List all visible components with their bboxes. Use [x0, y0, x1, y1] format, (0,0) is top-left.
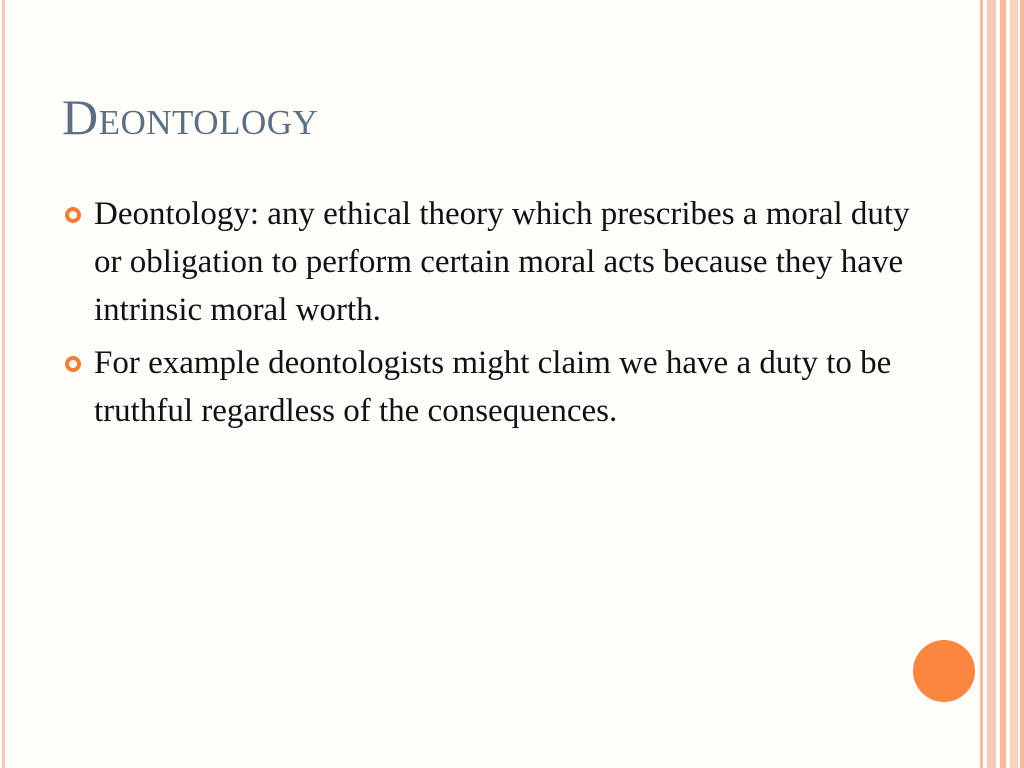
decorative-circle — [913, 640, 975, 702]
left-border-line — [2, 0, 5, 768]
decorative-stripe — [1020, 0, 1024, 768]
slide-title: Deontology — [62, 89, 319, 145]
bullet-text: Deontology: any ethical theory which prescribes a moral duty or obligation to perform certain moral acts because they have intrinsic moral worth. — [94, 196, 910, 328]
decorative-stripe — [1000, 0, 1006, 768]
decorative-stripe — [980, 0, 983, 768]
ring-bullet-icon — [65, 356, 81, 372]
decorative-stripe — [987, 0, 996, 768]
ring-bullet-icon — [65, 207, 81, 223]
decorative-stripe — [1010, 0, 1018, 768]
bullet-item — [62, 190, 922, 334]
bullet-list — [62, 190, 922, 440]
bullet-text: For example deontologists might claim we have a duty to be truthful regardless of the consequences. — [94, 345, 892, 429]
bullet-item — [62, 339, 922, 435]
